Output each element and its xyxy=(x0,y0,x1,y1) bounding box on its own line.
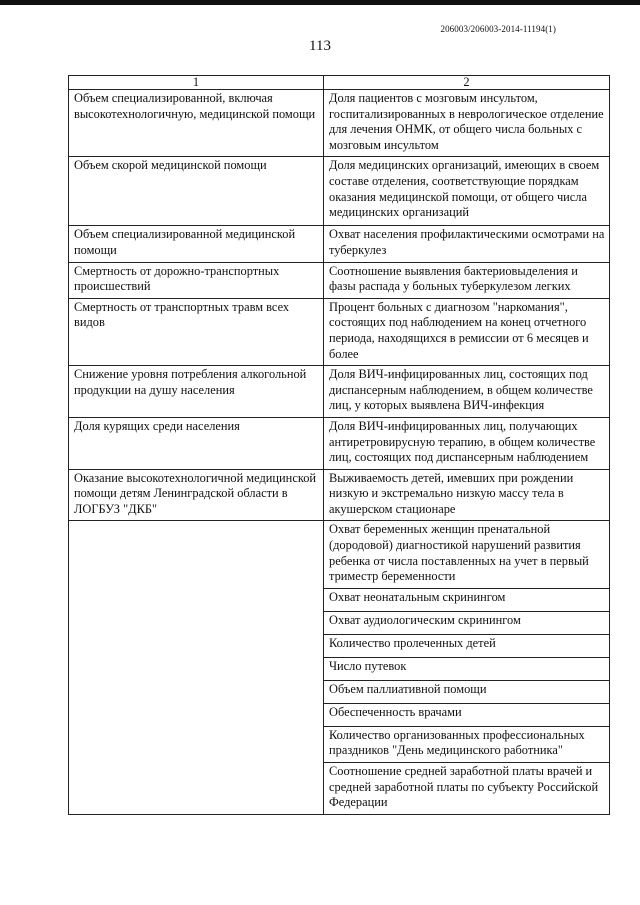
cell-col1: Смертность от транспортных травм всех видов xyxy=(69,298,324,365)
column-header-2: 2 xyxy=(324,76,610,90)
page-number: 113 xyxy=(309,38,331,54)
cell-col2: Доля ВИЧ-инфицированных лиц, состоящих под диспансерным наблюдением, в общем количестве лиц, у которых выявлена ВИЧ-инфекция xyxy=(324,366,610,418)
table-row xyxy=(69,469,610,521)
cell-col2: Количество пролеченных детей xyxy=(324,634,610,657)
cell-col2: Охват неонатальным скринингом xyxy=(324,588,610,611)
indicators-table xyxy=(68,75,610,815)
cell-col2: Доля пациентов с мозговым инсультом, госпитализированных в неврологическое отделение для лечения ОНМК, от общего числа больных с мозговым инсультом xyxy=(324,90,610,157)
table-row xyxy=(69,262,610,298)
cell-col1: Доля курящих среди населения xyxy=(69,417,324,469)
cell-col2: Доля медицинских организаций, имеющих в своем составе отделения, соответствующие порядкам оказания медицинской помощи, от общего числа медицинских организаций xyxy=(324,157,610,226)
cell-col2: Охват населения профилактическими осмотрами на туберкулез xyxy=(324,226,610,262)
cell-col2: Процент больных с диагнозом "наркомания", состоящих под наблюдением на конец отчетного периода, находящихся в ремиссии от 6 месяцев и более xyxy=(324,298,610,365)
table-row xyxy=(69,90,610,157)
cell-col1-empty xyxy=(69,521,324,814)
cell-col2: Обеспеченность врачами xyxy=(324,703,610,726)
column-header-1: 1 xyxy=(69,76,324,90)
cell-col1: Объем специализированной, включая высокотехнологичную, медицинской помощи xyxy=(69,90,324,157)
top-scan-border xyxy=(0,0,640,5)
cell-col2: Соотношение выявления бактериовыделения и фазы распада у больных туберкулезом легких xyxy=(324,262,610,298)
cell-col2: Количество организованных профессиональных праздников "День медицинского работника" xyxy=(324,726,610,762)
table-row xyxy=(69,366,610,418)
cell-col2: Охват аудиологическим скринингом xyxy=(324,611,610,634)
cell-col2: Объем паллиативной помощи xyxy=(324,680,610,703)
cell-col1: Объем скорой медицинской помощи xyxy=(69,157,324,226)
cell-col1: Оказание высокотехнологичной медицинской помощи детям Ленинградской области в ЛОГБУЗ "ДКБ" xyxy=(69,469,324,521)
cell-col2: Число путевок xyxy=(324,657,610,680)
cell-col2: Доля ВИЧ-инфицированных лиц, получающих антиретровирусную терапию, в общем количестве лиц, состоящих под диспансерным наблюдением xyxy=(324,417,610,469)
cell-col2: Выживаемость детей, имевших при рождении низкую и экстремально низкую массу тела в акушерском стационаре xyxy=(324,469,610,521)
cell-col2: Охват беременных женщин пренатальной (дородовой) диагностикой нарушений развития ребенка от числа поставленных на учет в первый триместр беременности xyxy=(324,521,610,588)
table-row xyxy=(69,226,610,262)
table-row xyxy=(69,157,610,226)
cell-col1: Смертность от дорожно-транспортных происшествий xyxy=(69,262,324,298)
cell-col2: Соотношение средней заработной платы врачей и средней заработной платы по субъекту Российской Федерации xyxy=(324,763,610,815)
table-row xyxy=(69,521,610,588)
document-id: 206003/206003-2014-11194(1) xyxy=(440,24,556,34)
cell-col1: Объем специализированной медицинской помощи xyxy=(69,226,324,262)
cell-col1: Снижение уровня потребления алкогольной продукции на душу населения xyxy=(69,366,324,418)
table-row xyxy=(69,417,610,469)
table-row xyxy=(69,298,610,365)
table-header-row xyxy=(69,76,610,90)
